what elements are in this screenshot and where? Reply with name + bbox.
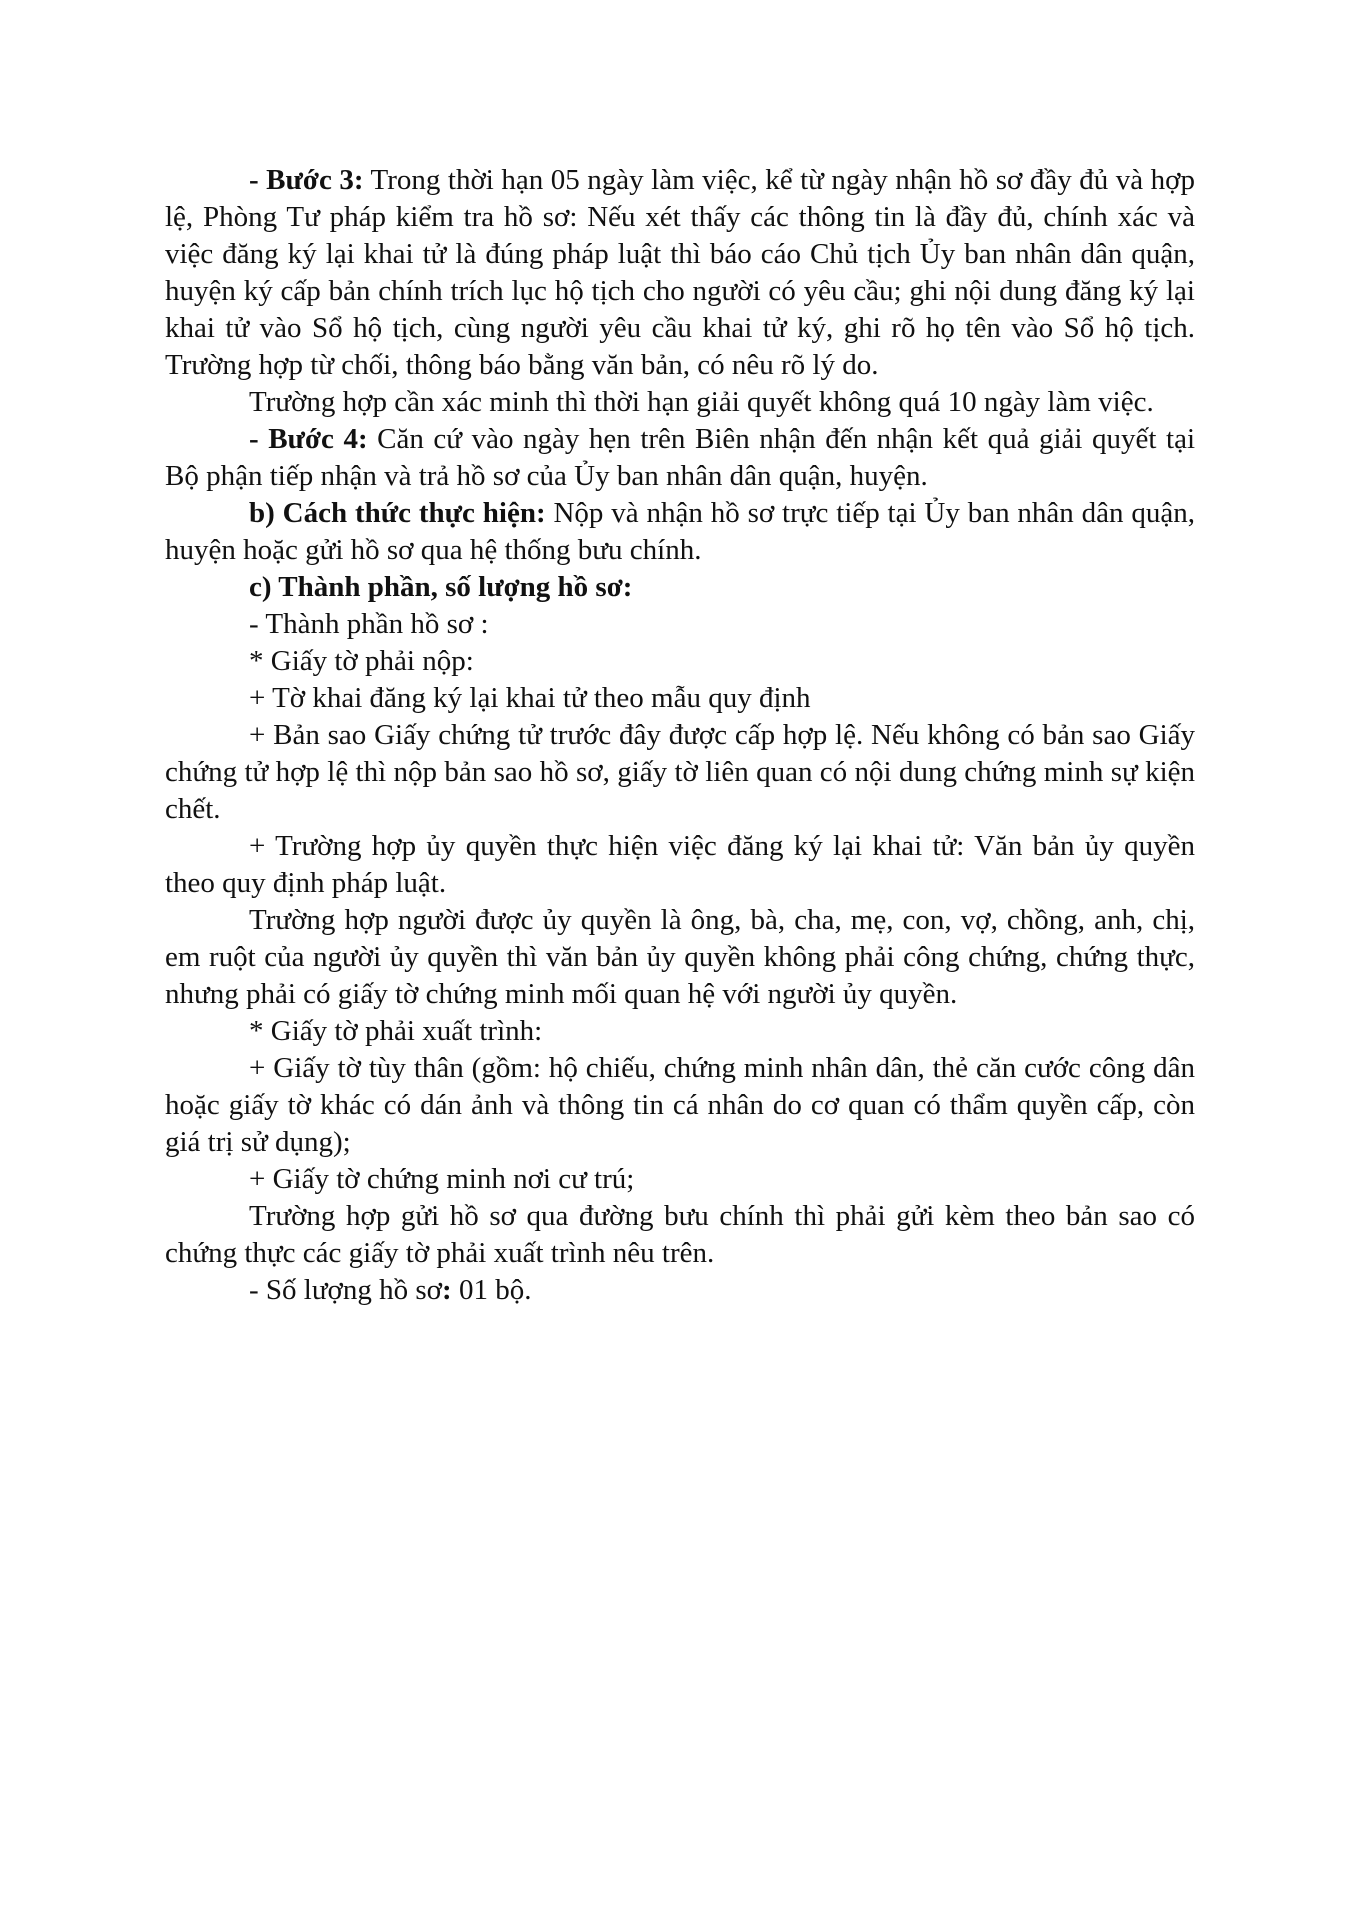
section-b-label: b) Cách thức thực hiện:: [249, 497, 546, 529]
document-page: [165, 162, 1195, 1309]
section-c-heading-text: c) Thành phần, số lượng hồ sơ:: [249, 571, 633, 603]
step-3-text: Trong thời hạn 05 ngày làm việc, kể từ ngày nhận hồ sơ đầy đủ và hợp lệ, Phòng Tư pháp kiểm tra hồ sơ: Nếu xét thấy các thông tin là đầy đủ, chính xác và việc đăng ký lại khai tử là đúng pháp luật thì báo cáo Chủ tịch Ủy ban nhân dân quận, huyện ký cấp bản chính trích lục hộ tịch cho người có yêu cầu; ghi nội dung đăng ký lại khai tử vào Sổ hộ tịch, cùng người yêu cầu khai tử ký, ghi rõ họ tên vào Sổ hộ tịch. Trường hợp từ chối, thông báo bằng văn bản, có nêu rõ lý do.: [165, 164, 1195, 381]
present-item-residence: + Giấy tờ chứng minh nơi cư trú;: [249, 1163, 635, 1195]
step-4-label: - Bước 4:: [249, 423, 368, 455]
submit-item-death-certificate: + Bản sao Giấy chứng tử trước đây được cấp hợp lệ. Nếu không có bản sao Giấy chứng tử hợp lệ thì nộp bản sao hồ sơ, giấy tờ liên quan có nội dung chứng minh sự kiện chết.: [165, 719, 1195, 825]
quantity-label: - Số lượng hồ sơ: [249, 1274, 443, 1306]
section-b-text: Nộp và nhận hồ sơ trực tiếp tại Ủy ban nhân dân quận, huyện hoặc gửi hồ sơ qua hệ thống bưu chính.: [165, 497, 1195, 566]
authorization-note: Trường hợp người được ủy quyền là ông, bà, cha, mẹ, con, vợ, chồng, anh, chị, em ruột của người ủy quyền thì văn bản ủy quyền không phải công chứng, chứng thực, nhưng phải có giấy tờ chứng minh mối quan hệ với người ủy quyền.: [165, 904, 1195, 1010]
step-4-paragraph: [165, 421, 1195, 495]
section-c-heading: [165, 569, 1195, 606]
present-docs-heading: * Giấy tờ phải xuất trình:: [249, 1015, 543, 1047]
section-b-paragraph: [165, 495, 1195, 569]
submit-item-authorization: + Trường hợp ủy quyền thực hiện việc đăng ký lại khai tử: Văn bản ủy quyền theo quy định pháp luật.: [165, 830, 1195, 899]
step-3-paragraph: [165, 162, 1195, 384]
quantity-value: 01 bộ.: [451, 1274, 532, 1306]
quantity-line: [165, 1272, 1195, 1309]
components-label: - Thành phần hồ sơ :: [249, 608, 489, 640]
step-4-text: Căn cứ vào ngày hẹn trên Biên nhận đến nhận kết quả giải quyết tại Bộ phận tiếp nhận và trả hồ sơ của Ủy ban nhân dân quận, huyện.: [165, 423, 1196, 492]
verification-note: Trường hợp cần xác minh thì thời hạn giải quyết không quá 10 ngày làm việc.: [249, 386, 1154, 418]
submit-item-declaration: + Tờ khai đăng ký lại khai tử theo mẫu quy định: [249, 682, 811, 714]
postal-note: Trường hợp gửi hồ sơ qua đường bưu chính thì phải gửi kèm theo bản sao có chứng thực các giấy tờ phải xuất trình nêu trên.: [165, 1200, 1195, 1269]
quantity-colon: :: [442, 1274, 452, 1306]
present-item-identity: + Giấy tờ tùy thân (gồm: hộ chiếu, chứng minh nhân dân, thẻ căn cước công dân hoặc giấy tờ khác có dán ảnh và thông tin cá nhân do cơ quan có thẩm quyền cấp, còn giá trị sử dụng);: [165, 1052, 1195, 1158]
step-3-label: - Bước 3:: [249, 164, 364, 196]
submit-docs-heading: * Giấy tờ phải nộp:: [249, 645, 474, 677]
